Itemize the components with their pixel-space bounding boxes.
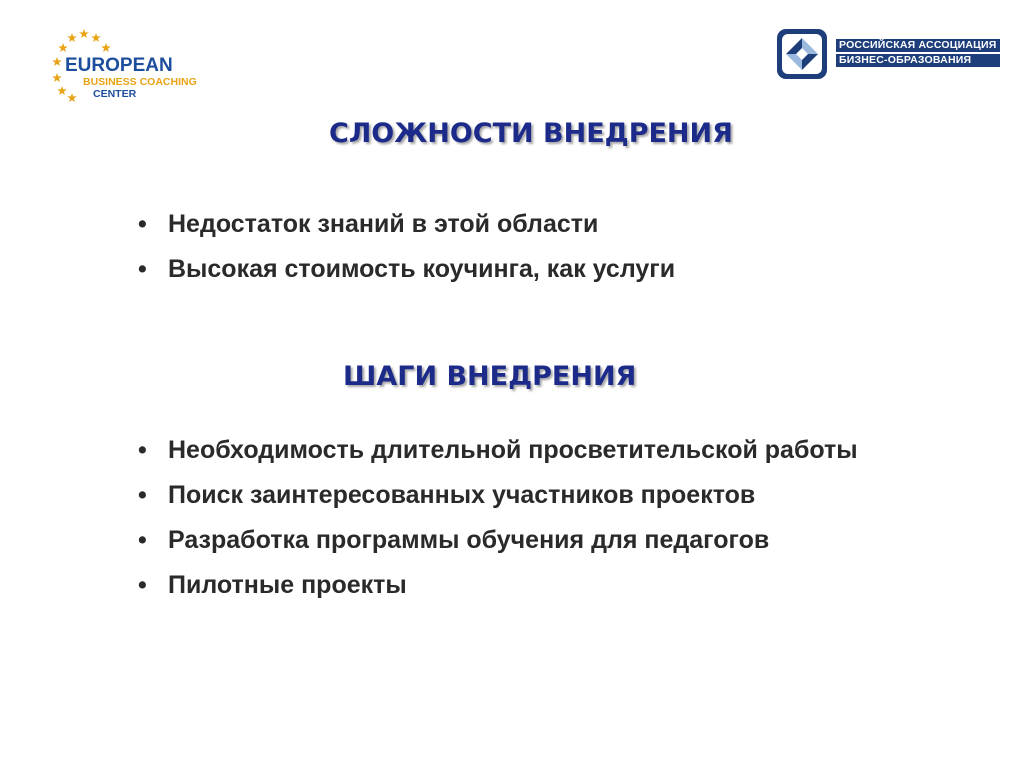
list-item-text: Пилотные проекты: [168, 571, 407, 599]
bullet-icon: •: [138, 210, 147, 238]
section2-title: ШАГИ ВНЕДРЕНИЯ: [343, 361, 637, 392]
ebcc-logo: [48, 28, 218, 108]
bullet-icon: •: [138, 255, 147, 283]
list-item: [136, 435, 936, 466]
ebcc-logo-line3: CENTER: [93, 88, 137, 100]
list-item-text: Недостаток знаний в этой области: [168, 210, 599, 238]
list-item: [136, 525, 936, 556]
bullet-icon: •: [138, 571, 147, 599]
raba-emblem-icon: [776, 28, 828, 80]
list-item-text: Разработка программы обучения для педагогов: [168, 526, 770, 554]
ebcc-logo-line1: EUROPEAN: [65, 55, 173, 76]
section1-list: [136, 209, 936, 299]
raba-logo-line2: БИЗНЕС-ОБРАЗОВАНИЯ: [836, 54, 1000, 67]
list-item: [136, 570, 936, 601]
bullet-icon: •: [138, 526, 147, 554]
list-item: [136, 209, 936, 240]
raba-logo-line1: РОССИЙСКАЯ АССОЦИАЦИЯ: [836, 39, 1000, 52]
raba-logo: [776, 28, 997, 80]
ebcc-logo-line2: BUSINESS COACHING: [83, 76, 197, 88]
list-item: [136, 254, 936, 285]
list-item: [136, 480, 936, 511]
section2-list: [136, 435, 936, 615]
bullet-icon: •: [138, 481, 147, 509]
section1-title: СЛОЖНОСТИ ВНЕДРЕНИЯ: [329, 118, 733, 149]
list-item-text: Высокая стоимость коучинга, как услуги: [168, 255, 676, 283]
bullet-icon: •: [138, 436, 147, 464]
list-item-text: Поиск заинтересованных участников проектов: [168, 481, 756, 509]
list-item-text: Необходимость длительной просветительской работы: [168, 436, 858, 464]
